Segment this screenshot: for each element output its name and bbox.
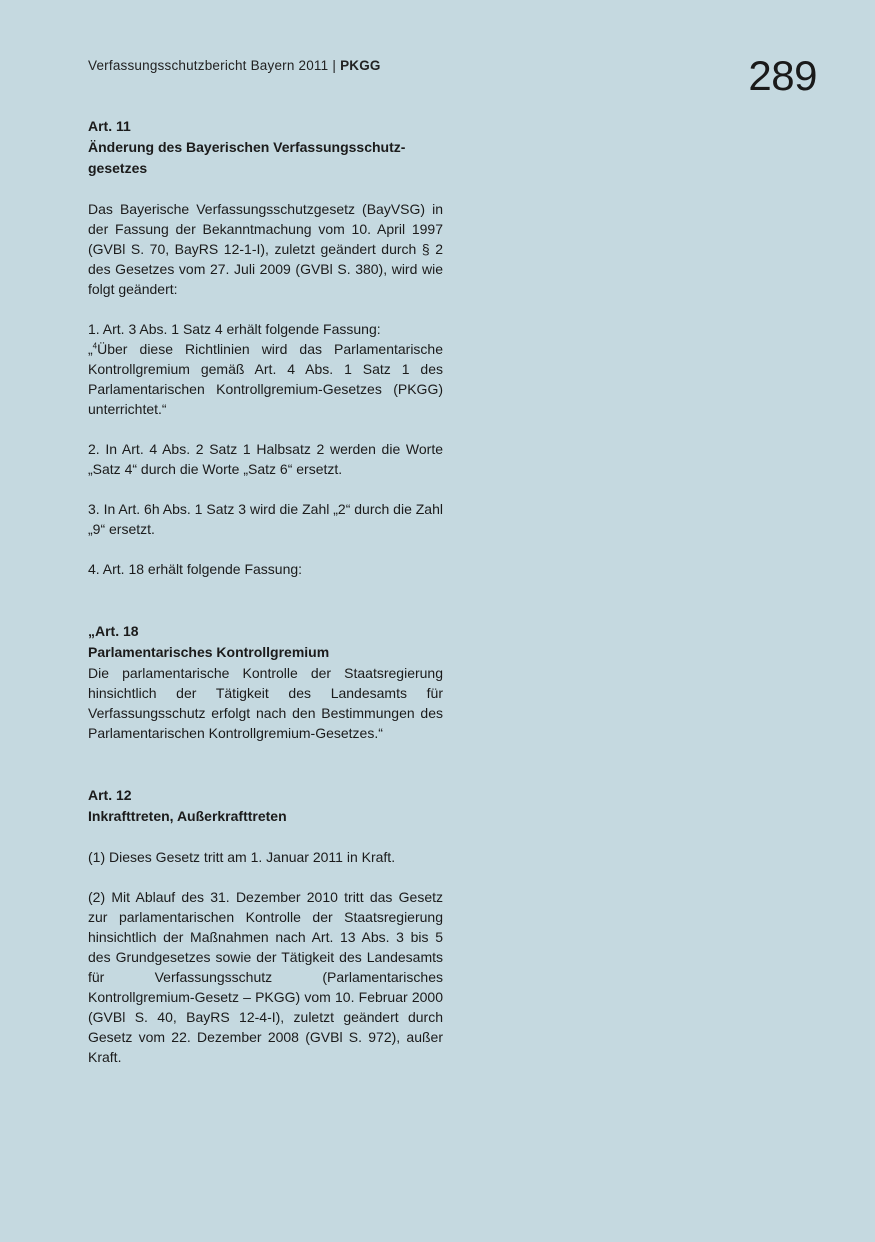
art11-title: Änderung des Bayerischen Verfassungsschutz-gesetzes [88,139,406,176]
art11-item4: 4. Art. 18 erhält folgende Fassung: [88,561,303,577]
art11-intro: Das Bayerische Verfassungsschutzgesetz (BayVSG) in der Fassung der Bekanntmachung vom 10. April 1997 (GVBl S. 70, BayRS 12-1-I), zuletzt geändert durch § 2 des Gesetzes vom 27. Juli 2009 (GVBl S. 380), wird wie folgt geändert: [88,201,443,297]
art12-para1: (1) Dieses Gesetz tritt am 1. Januar 2011 in Kraft. [88,849,396,865]
art12-para2: (2) Mit Ablauf des 31. Dezember 2010 tritt das Gesetz zur parlamentarischen Kontrolle der Staatsregierung hinsichtlich der Maßnahmen nach Art. 13 Abs. 3 bis 5 des Grundgesetzes sowie der Tätigkeit des Landesamts für Verfassungsschutz (Parlamentarisches Kontrollgremium-Gesetz – PKGG) vom 10. Februar 2000 (GVBl S. 40, BayRS 12-4-I), zuletzt geändert durch Gesetz vom 22. Dezember 2008 (GVBl S. 972), außer Kraft. [88,889,443,1065]
art11-item3: 3. In Art. 6h Abs. 1 Satz 3 wird die Zahl „2“ durch die Zahl „9“ ersetzt. [88,501,443,537]
art12-title: Inkrafttreten, Außerkrafttreten [88,808,287,824]
art11-item1-line1: 1. Art. 3 Abs. 1 Satz 4 erhält folgende Fassung: [88,321,381,337]
page-number: 289 [748,52,817,99]
header-separator: | [332,58,337,73]
section-label: PKGG [340,58,381,73]
art12-number: Art. 12 [88,787,132,803]
document-body [88,116,443,1067]
art11-number: Art. 11 [88,118,131,134]
art11-item2: 2. In Art. 4 Abs. 2 Satz 1 Halbsatz 2 werden die Worte „Satz 4“ durch die Worte „Satz 6“ ersetzt. [88,441,443,477]
art11-item1 [88,319,443,419]
running-header [88,58,381,73]
art18-number: „Art. 18 [88,623,139,639]
art11-item1-quote-open: „ [88,341,93,357]
sentence-number: 4 [92,341,98,351]
art11-item1-quote: Über diese Richtlinien wird das Parlamentarische Kontrollgremium gemäß Art. 4 Abs. 1 Satz 1 des Parlamentarischen Kontrollgremium-Gesetzes (PKGG) unterrichtet.“ [88,341,443,417]
art18-text: Die parlamentarische Kontrolle der Staatsregierung hinsichtlich der Tätigkeit des Landesamts für Verfassungsschutz erfolgt nach den Bestimmungen des Parlamentarischen Kontrollgremium-Gesetzes.“ [88,665,443,741]
art18-title: Parlamentarisches Kontrollgremium [88,644,330,660]
report-title: Verfassungsschutzbericht Bayern 2011 [88,58,329,73]
